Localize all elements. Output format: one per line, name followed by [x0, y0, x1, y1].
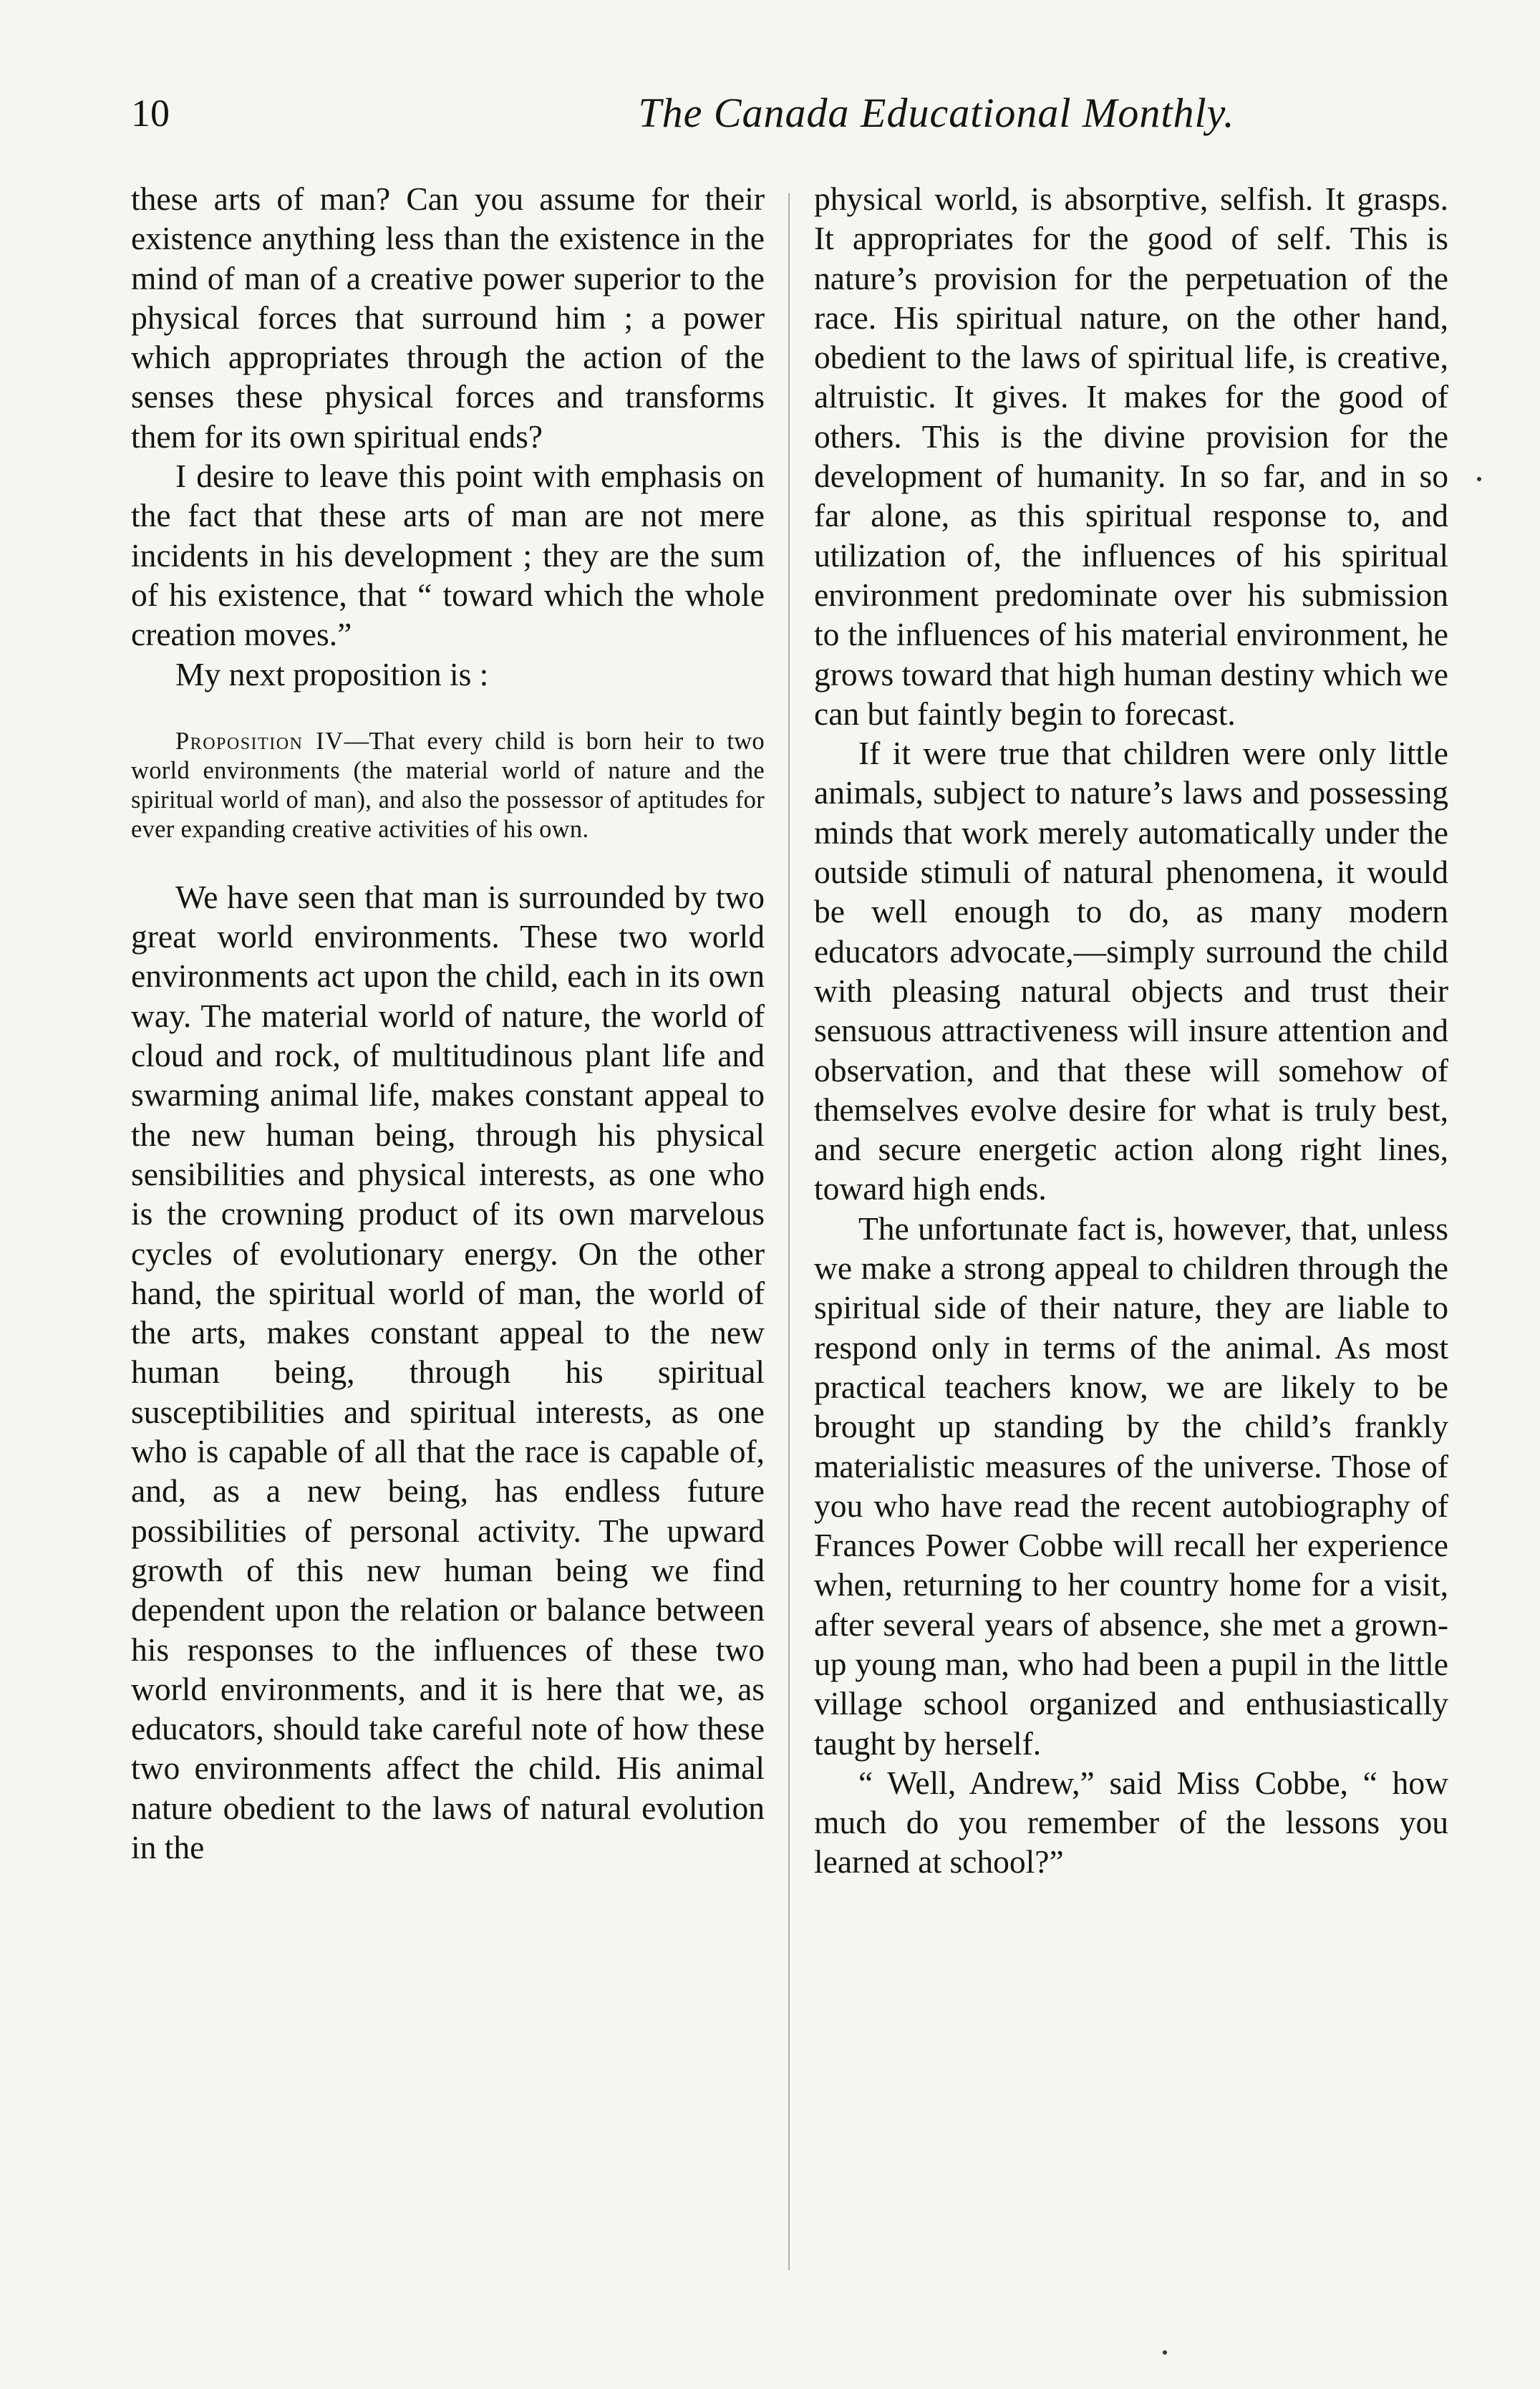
left-paragraph-1: these arts of man? Can you assume for their existence anything less than the existence in the mind of man of a creative power superior to the physical forces that surround him ; a power which appropriates through the action of the senses these physical forces and transforms them for its own spiritual ends? [131, 180, 765, 455]
proposition-heading: Proposition IV [175, 727, 344, 755]
left-paragraph-3: My next proposition is : [175, 655, 489, 692]
right-paragraph-2: If it were true that children were only little animals, subject to nature’s laws and possessing minds that work merely automatically under the outside stimuli of natural phenomena, it would be well enough to do, as many modern educators advocate,—simply surround the child with pleasing natural objects and trust their sensuous attractiveness will insure attention and observation, and that these will somehow of themselves evolve desire for what is truly best, and secure energetic action along right lines, toward high ends. [814, 735, 1448, 1207]
right-paragraph-4: “ Well, Andrew,” said Miss Cobbe, “ how much do you remember of the lessons you learned at school?” [814, 1764, 1448, 1881]
page-number: 10 [131, 92, 170, 135]
proposition-text: —That every child is born heir to two world environments (the material world of nature and the spiritual world of man), and also the possessor of aptitudes for ever expanding creative activities of his own. [131, 727, 765, 843]
journal-title: The Canada Educational Monthly. [638, 90, 1235, 136]
proposition-block [131, 727, 765, 844]
running-header [131, 85, 1441, 142]
print-speck [1477, 477, 1481, 481]
column-divider [788, 193, 790, 2270]
left-column [131, 179, 765, 1867]
right-paragraph-1: physical world, is absorptive, selfish. It grasps. It appropriates for the good of self. This is nature’s provision for the perpetuation of the race. His spiritual nature, on the other hand, obedient to the laws of spiritual life, is creative, altruistic. It gives. It makes for the good of others. This is the divine provision for the development of humanity. In so far, and in so far alone, as this spiritual response to, and utilization of, the influences of his spiritual environment predominate over his submission to the influences of his material environment, he grows toward that high human destiny which we can but faintly begin to forecast. [814, 180, 1448, 732]
right-paragraph-3: The unfortunate fact is, however, that, unless we make a strong appeal to children through the spiritual side of their nature, they are liable to respond only in terms of the animal. As most practical teachers know, we are likely to be brought up standing by the child’s frankly materialistic measures of the universe. Those of you who have read the recent autobiography of Frances Power Cobbe will recall her experience when, returning to her country home for a visit, after several years of absence, she met a grown-up young man, who had been a pupil in the little village school organized and enthusiastically taught by herself. [814, 1210, 1448, 1762]
left-paragraph-2: I desire to leave this point with emphasis on the fact that these arts of man are not mere incidents in his development ; they are the sum of his existence, that “ toward which the whole creation moves.” [131, 458, 765, 653]
left-paragraph-4: We have seen that man is surrounded by two great world environments. These two world environments act upon the child, each in its own way. The material world of nature, the world of cloud and rock, of multitudinous plant life and swarming animal life, makes constant appeal to the new human being, through his physical sensibilities and physical interests, as one who is the crowning product of its own marvelous cycles of evolutionary energy. On the other hand, the spiritual world of man, the world of the arts, makes constant appeal to the new human being, through his spiritual susceptibilities and spiritual interests, as one who is capable of all that the race is capable of, and, as a new being, has endless future possibilities of personal activity. The upward growth of this new human being we find dependent upon the relation or balance between his responses to the influences of these two world environments, and it is here that we, as educators, should take careful note of how these two environments affect the child. His animal nature obedient to the laws of natural evolution in the [131, 878, 765, 1866]
print-speck [1163, 2350, 1167, 2355]
right-column [814, 179, 1448, 1882]
